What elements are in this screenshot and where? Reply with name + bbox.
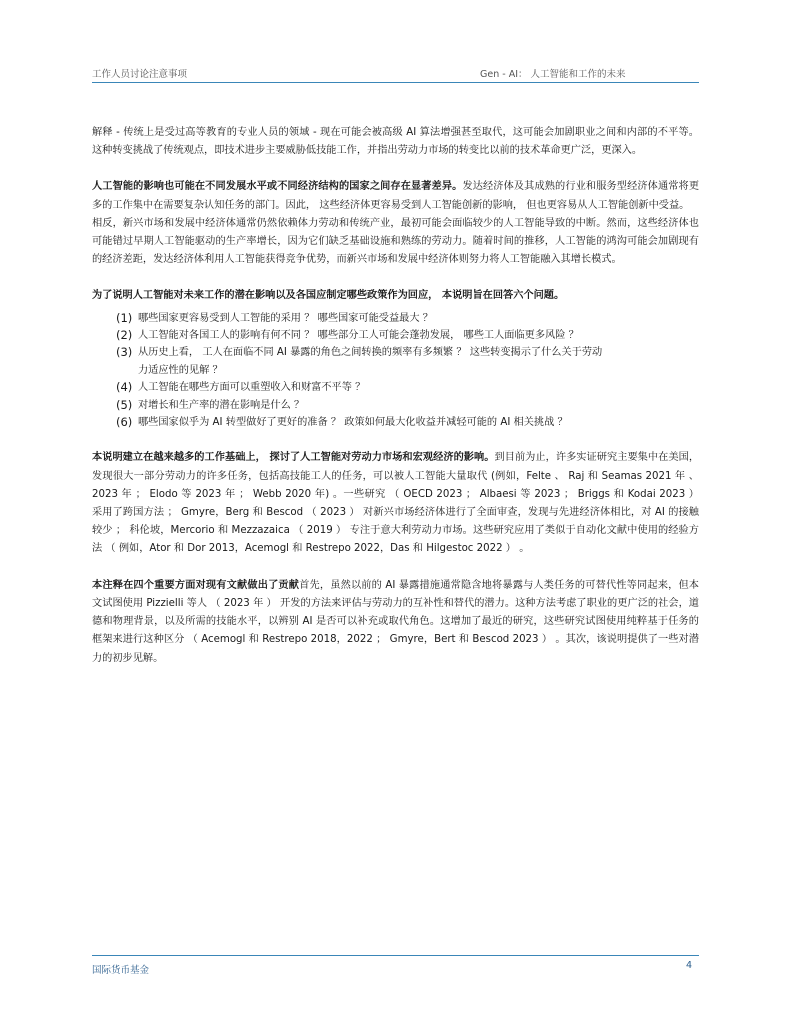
question-item: [116, 327, 699, 344]
paragraph-questions-intro: [92, 287, 699, 305]
paragraph-gap: [92, 559, 699, 577]
paragraph-intro-continued: 解释 - 传统上是受过高等教育的专业人员的领域 - 现在可能会被高级 AI 算法增强甚至取代，这可能会加剧职业之间和内部的不平等。这种转变挑战了传统观点，即技术进步主要威胁低技能工作，并指出劳动力市场的转变比以前的技术革命更广泛，更深入。: [92, 127, 699, 157]
paragraph-lead-bold: 本注释在四个重要方面对现有文献做出了贡献: [92, 579, 300, 591]
body-content: [92, 124, 699, 668]
question-text: 人工智能对各国工人的影响有何不同 ？ 哪些部分工人可能会蓬勃发展， 哪些工人面临更多风险 ？: [138, 330, 579, 342]
question-item: [116, 414, 699, 431]
paragraph-lead-bold: 人工智能的影响也可能在不同发展水平或不同经济结构的国家之间存在显著差异。: [92, 181, 463, 193]
question-item: [116, 379, 699, 396]
paragraph-lead-bold: 为了说明人工智能对未来工作的潜在影响以及各国应制定哪些政策作为回应， 本说明旨在回答六个问题。: [92, 290, 565, 302]
question-text: 人工智能在哪些方面可以重塑收入和财富不平等 ？: [138, 382, 366, 394]
paragraph-emerging-markets: 相反，新兴市场和发展中经济体通常仍然依赖体力劳动和传统产业，最初可能会面临较少的人工智能导致的中断。然而，这些经济体也可能错过早期人工智能驱动的生产率增长，因为它们缺乏基础设施和熟练的劳动力。随着时间的推移，人工智能的鸿沟可能会加剧现有的经济差距，发达经济体利用人工智能获得竞争优势，而新兴市场和发展中经济体则努力将人工智能融入其增长模式。: [92, 217, 699, 266]
paragraph-literature: [92, 449, 699, 558]
running-header-subtitle: Gen - AI： 人工智能和工作的未来: [480, 69, 626, 80]
question-text: 从历史上看， 工人在面临不同 AI 暴露的角色之间转换的频率有多频繁 ？ 这些转变揭示了什么关于劳动力适应性的见解 ？: [138, 347, 603, 376]
question-item: [116, 344, 699, 379]
paragraph-contributions: [92, 577, 699, 668]
paragraph-gap: [92, 269, 699, 287]
running-header-title: 工作人员讨论注意事项: [92, 69, 188, 80]
paragraph-lead-bold: 本说明建立在越来越多的工作基础上， 探讨了人工智能对劳动力市场和宏观经济的影响。: [92, 452, 495, 464]
question-item: [116, 310, 699, 327]
header-rule: [92, 82, 699, 83]
paragraph-body-text: 发达经济体及其成熟的行业和服务型经济体通常将更多的工作集中在需要复杂认知任务的部门。因此， 这些经济体更容易受到人工智能创新的影响， 但也更容易从人工智能创新中受益。: [92, 181, 700, 211]
question-text: 对增长和生产率的潜在影响是什么 ？: [138, 399, 305, 411]
paragraph-development-levels: [92, 178, 699, 214]
footer-organization: 国际货币基金: [92, 965, 150, 976]
question-number: (4): [116, 380, 133, 395]
question-number: (1): [116, 310, 133, 325]
question-text: 哪些国家更容易受到人工智能的采用 ？ 哪些国家可能受益最大 ？: [138, 312, 433, 324]
paragraph-gap: [92, 160, 699, 178]
question-text: 哪些国家似乎为 AI 转型做好了更好的准备 ？ 政策如何最大化收益并减轻可能的 AI 相关挑战 ？: [138, 417, 568, 429]
paragraph-body-text: 到目前为止，许多实证研究主要集中在美国，发现很大一部分劳动力的许多任务，包括高技能工人的任务，可以被人工智能大量取代 (例如，Felte 、 Raj 和 Seamas 2021 年 、2023 年 ； Elodo 等 2023 年 ； Webb 2020 年) 。一些研究 （ OECD 2023 ； Albaesi 等 2023 ； Briggs 和 Kodai 2023 ） 采用了跨国方法 ； Gmyre，Berg 和 Bescod （ 2023 ） 对新兴市场经济体进行了全面审查，发现与先进经济体相比，对 AI 的接触较少 ； 科伦坡，Mercorio 和 Mezzazaica （ 2019 ） 专注于意大利劳动力市场。这些研究应用了类似于自动化文献中使用的经验方法 （ 例如，Ator 和 Dor 2013，Acemogl 和 Restrepo 2022，Das 和 Hilgestoc 2022 ） 。: [92, 452, 700, 555]
page-number: 4: [686, 960, 693, 971]
questions-list: [92, 310, 699, 432]
question-number: (2): [116, 328, 133, 343]
footer-rule: [92, 955, 699, 956]
question-number: (6): [116, 415, 133, 430]
paragraph-body-text: 首先，虽然以前的 AI 暴露措施通常隐含地将暴露与人类任务的可替代性等同起来，但本文试图使用 Pizzielli 等人 （ 2023 年 ） 开发的方法来评估与劳动力的互补性和替代的潜力。这种方法考虑了职业的更广泛的社会，道德和物理背景，以及所需的技能水平，以辨别 AI 是否可以补充或取代角色。这增加了最近的研究，这些研究试图使用纯粹基于任务的框架来进行这种区分 （ Acemogl 和 Restrepo 2018，2022 ； Gmyre，Bert 和 Bescod 2023 ） 。其次，该说明提供了一些对潜力的初步见解。: [92, 579, 699, 664]
question-item: [116, 397, 699, 414]
question-number: (3): [116, 345, 133, 360]
question-number: (5): [116, 397, 133, 412]
paragraph-gap: [92, 431, 699, 449]
